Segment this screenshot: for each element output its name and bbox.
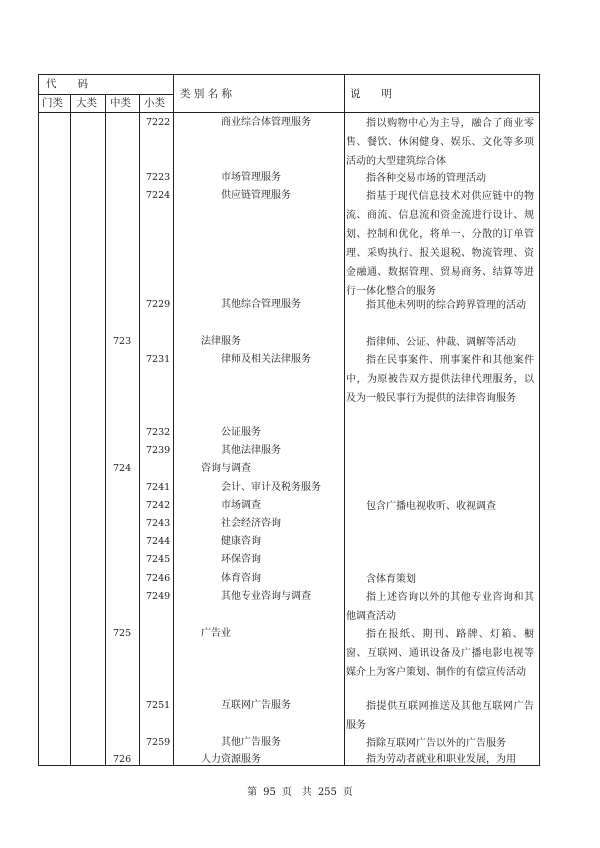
mid-code: 725 xyxy=(113,628,132,639)
total-page-count: 255 xyxy=(317,787,337,798)
category-description: 指其他未列明的综合跨界管理的活动 xyxy=(366,300,526,311)
category-description: 指律师、公证、仲裁、调解等活动 xyxy=(366,337,516,348)
category-name: 健康咨询 xyxy=(221,536,261,547)
category-name: 其他广告服务 xyxy=(221,737,281,748)
category-name: 其他综合管理服务 xyxy=(221,299,301,310)
category-description: 含体育策划 xyxy=(366,574,416,585)
small-code: 7232 xyxy=(146,427,171,438)
category-name: 人力资源服务 xyxy=(201,754,261,765)
small-code: 7244 xyxy=(146,536,171,547)
table-top-border xyxy=(38,74,540,75)
small-code: 7249 xyxy=(146,591,171,602)
category-description: 指各种交易市场的管理活动 xyxy=(366,173,486,184)
col-divider-5 xyxy=(344,74,345,766)
footer-middle: 页 共 xyxy=(281,787,312,798)
mid-code: 723 xyxy=(113,336,132,347)
header-dalei: 大类 xyxy=(76,97,97,109)
col-divider-1 xyxy=(70,94,71,766)
category-name: 供应链管理服务 xyxy=(221,190,291,201)
small-code: 7251 xyxy=(146,700,171,711)
page-footer xyxy=(0,786,600,800)
category-name: 会计、审计及税务服务 xyxy=(221,482,321,493)
col-divider-4 xyxy=(173,74,174,766)
small-code: 7224 xyxy=(146,190,171,201)
small-code: 7259 xyxy=(146,737,171,748)
category-name: 法律服务 xyxy=(201,336,241,347)
category-name: 公证服务 xyxy=(221,427,261,438)
category-name: 体育咨询 xyxy=(221,573,261,584)
mid-code: 724 xyxy=(113,463,132,474)
category-name: 咨询与调查 xyxy=(201,463,251,474)
table-left-border xyxy=(38,74,39,766)
category-name: 环保咨询 xyxy=(221,554,261,565)
small-code: 7243 xyxy=(146,518,171,529)
col-divider-3 xyxy=(139,94,140,766)
category-description: 包含广播电视收听、收视调查 xyxy=(366,501,496,512)
category-name: 市场管理服务 xyxy=(221,172,281,183)
small-code: 7239 xyxy=(146,445,171,456)
category-description: 指上述咨询以外的其他专业咨询和其他调查活动 xyxy=(346,592,534,622)
category-description: 指除互联网广告以外的广告服务 xyxy=(366,738,506,749)
category-description: 指基于现代信息技术对供应链中的物流、商流、信息流和资金流进行设计、规划、控制和优化，将单一、分散的订单管理、采购执行、报关退税、物流管理、资金融通、数据管理、贸易商务、结算等进行一体化整合的服务 xyxy=(346,191,534,297)
description-header: 说 明 xyxy=(350,88,392,100)
category-name: 社会经济咨询 xyxy=(221,518,281,529)
header-menlei: 门类 xyxy=(42,97,63,109)
mid-code: 726 xyxy=(113,754,132,765)
category-name: 市场调查 xyxy=(221,500,261,511)
small-code: 7242 xyxy=(146,500,171,511)
small-code: 7246 xyxy=(146,573,171,584)
header-xiaolei: 小类 xyxy=(144,97,165,109)
category-description: 指为劳动者就业和职业发展，为用 xyxy=(366,754,516,765)
current-page-number: 95 xyxy=(263,787,276,798)
small-code: 7229 xyxy=(146,299,171,310)
category-description: 指以购物中心为主导，融合了商业零售、餐饮、休闲健身、娱乐、文化等多项活动的大型建筑综合体 xyxy=(346,118,534,167)
category-name: 律师及相关法律服务 xyxy=(221,354,311,365)
category-name: 商业综合体管理服务 xyxy=(221,117,311,128)
category-name: 互联网广告服务 xyxy=(221,700,291,711)
category-description: 指在民事案件、刑事案件和其他案件中，为原被告双方提供法律代理服务，以及为一般民事行为提供的法律咨询服务 xyxy=(346,355,534,404)
category-description: 指在报纸、期刊、路牌、灯箱、橱窗、互联网、通讯设备及广播电影电视等媒介上为客户策划、制作的有偿宣传活动 xyxy=(346,629,534,678)
table-right-border xyxy=(539,74,540,766)
footer-suffix: 页 xyxy=(342,787,353,798)
header-bottom-border xyxy=(38,112,540,113)
code-header: 代 码 xyxy=(46,78,88,90)
small-code: 7245 xyxy=(146,554,171,565)
col-divider-2 xyxy=(105,94,106,766)
small-code: 7231 xyxy=(146,354,171,365)
small-code: 7222 xyxy=(146,117,171,128)
small-code: 7223 xyxy=(146,172,171,183)
category-name: 其他法律服务 xyxy=(221,445,281,456)
category-name: 其他专业咨询与调查 xyxy=(221,591,311,602)
header-zhonglei: 中类 xyxy=(110,97,131,109)
category-name: 广告业 xyxy=(201,628,231,639)
small-code: 7241 xyxy=(146,482,171,493)
category-name-header: 类 别 名 称 xyxy=(180,88,233,100)
footer-prefix: 第 xyxy=(247,787,258,798)
category-description: 指提供互联网推送及其他互联网广告服务 xyxy=(346,701,534,731)
